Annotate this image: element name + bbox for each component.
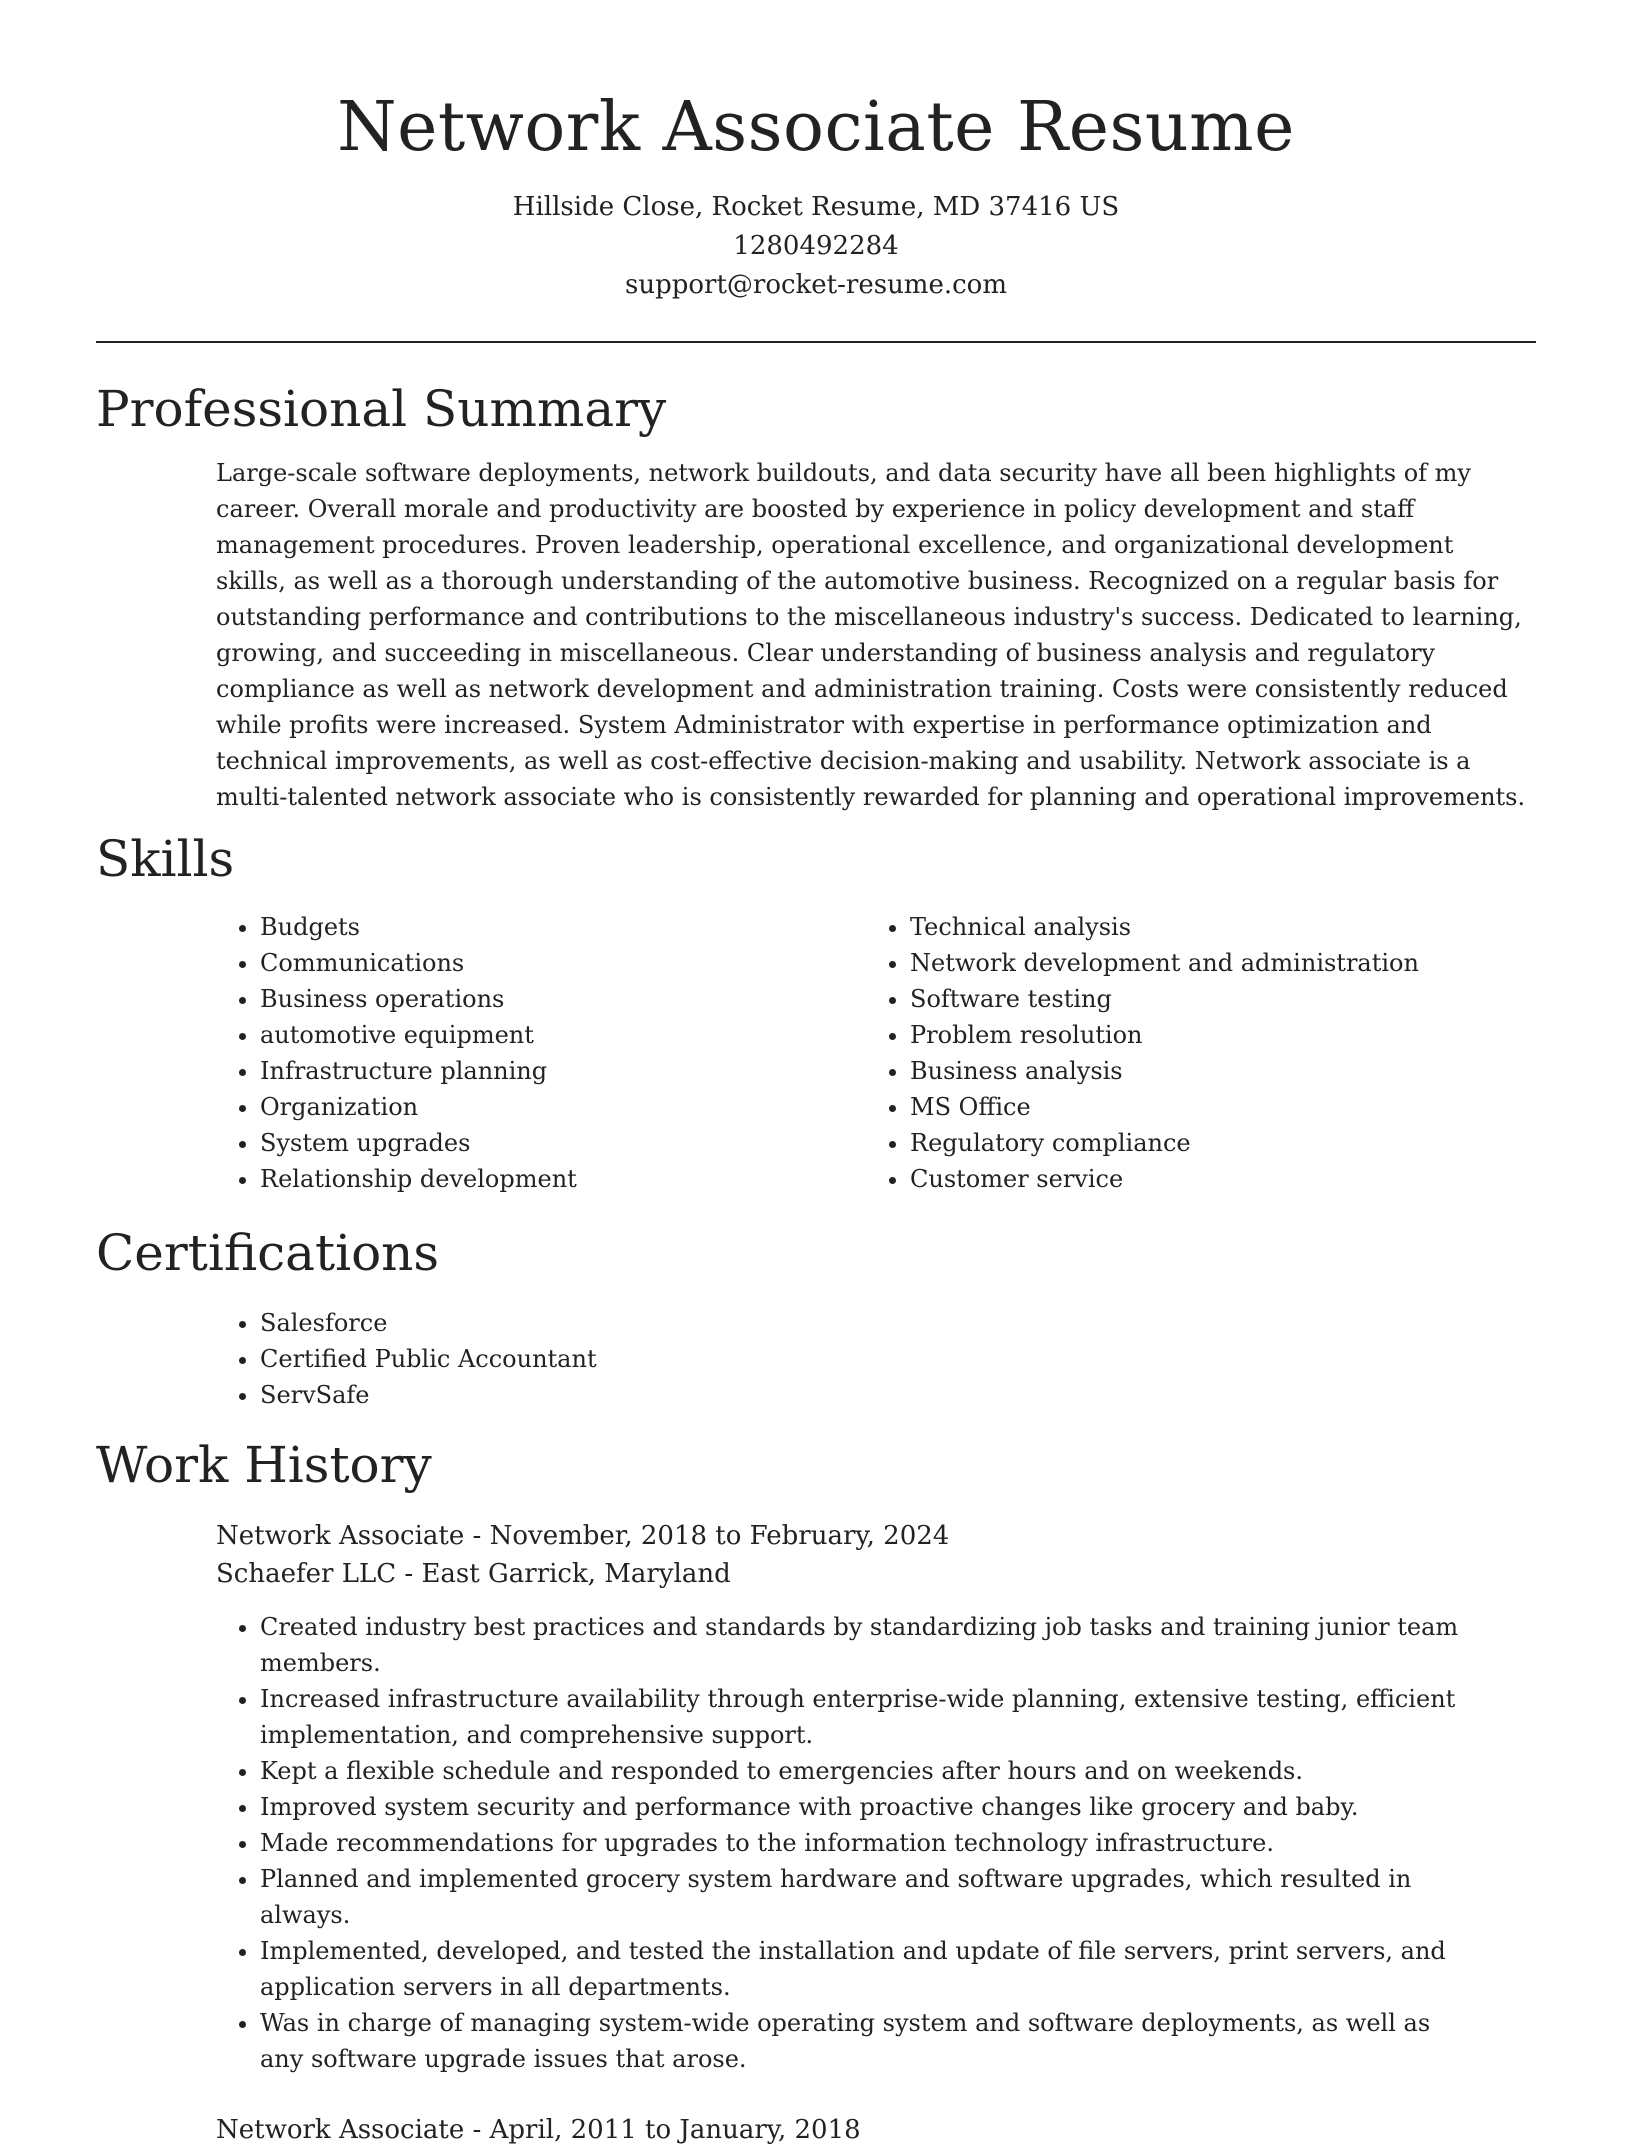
job-role: Network Associate	[216, 2115, 465, 2145]
certification-item: • Certified Public Accountant	[260, 1341, 1536, 1377]
job-dates: - November, 2018 to February, 2024	[464, 1521, 950, 1551]
job-bullets	[216, 1609, 1460, 2077]
skill-item: • Communications	[260, 945, 866, 981]
section-title-work-history: Work History	[96, 1436, 432, 1494]
contact-phone: 1280492284	[733, 231, 899, 261]
summary-paragraph: Large-scale software deployments, network buildouts, and data security have all been highlights of my career. Overall morale and productivity are boosted by experience in policy development and staff management procedures. Proven leadership, operational excellence, and organizational development skills, as well as a thorough understanding of the automotive business. Recognized on a regular basis for outstanding performance and contributions to the miscellaneous industry's success. Dedicated to learning, growing, and succeeding in miscellaneous. Clear understanding of business analysis and regulatory compliance as well as network development and administration training. Costs were consistently reduced while profits were increased. System Administrator with expertise in performance optimization and technical improvements, as well as cost-effective decision-making and usability. Network associate is a multi-talented network associate who is consistently rewarded for planning and operational improvements.	[216, 459, 1526, 811]
resume-page	[96, 0, 1536, 2149]
header-divider	[96, 341, 1536, 343]
skill-item: • Problem resolution	[910, 1017, 1510, 1053]
contact-email[interactable]: support@rocket-resume.com	[624, 270, 1007, 300]
job-title-line	[216, 1517, 1536, 1555]
contact-block	[96, 188, 1536, 305]
skill-item: • Network development and administration	[910, 945, 1510, 981]
section-title-summary: Professional Summary	[96, 380, 667, 438]
resume-title: Network Associate Resume	[337, 88, 1295, 167]
skills-column-right	[866, 909, 1510, 1197]
section-title-skills: Skills	[96, 830, 235, 888]
skill-item: • Business analysis	[910, 1053, 1510, 1089]
job-role: Network Associate	[216, 1521, 465, 1551]
skill-item: • automotive equipment	[260, 1017, 866, 1053]
certification-item: • ServSafe	[260, 1377, 1536, 1413]
section-title-certifications: Certifications	[96, 1224, 440, 1282]
job-location: - East Garrick, Maryland	[396, 1559, 731, 1589]
skill-item: • Budgets	[260, 909, 866, 945]
contact-address: Hillside Close, Rocket Resume, MD 37416 US	[512, 192, 1120, 222]
job-bullet: • Improved system security and performance with proactive changes like grocery and baby.	[260, 1789, 1460, 1825]
skill-item: • Infrastructure planning	[260, 1053, 866, 1089]
certification-item: • Salesforce	[260, 1305, 1536, 1341]
job-bullet: • Implemented, developed, and tested the installation and update of file servers, print servers, and application servers in all departments.	[260, 1933, 1460, 2005]
job-bullet: • Made recommendations for upgrades to the information technology infrastructure.	[260, 1825, 1460, 1861]
job-company-line	[216, 1555, 1536, 1593]
skill-item: • Business operations	[260, 981, 866, 1017]
job-title-line	[216, 2111, 1536, 2149]
skill-item: • MS Office	[910, 1089, 1510, 1125]
skill-item: • Software testing	[910, 981, 1510, 1017]
job-company: Schaefer LLC	[216, 1559, 397, 1589]
job-dates: - April, 2011 to January, 2018	[464, 2115, 861, 2145]
job-bullet: • Was in charge of managing system-wide operating system and software deployments, as well as any software upgrade issues that arose.	[260, 2005, 1460, 2077]
job-bullet: • Created industry best practices and standards by standardizing job tasks and training junior team members.	[260, 1609, 1460, 1681]
skill-item: • Relationship development	[260, 1161, 866, 1197]
job-header	[216, 2111, 1536, 2149]
job-bullet: • Increased infrastructure availability through enterprise-wide planning, extensive testing, efficient implementation, and comprehensive support.	[260, 1681, 1460, 1753]
skill-item: • Customer service	[910, 1161, 1510, 1197]
skills-list	[216, 909, 1536, 1197]
skill-item: • System upgrades	[260, 1125, 866, 1161]
skill-item: • Technical analysis	[910, 909, 1510, 945]
skills-column-left	[216, 909, 866, 1197]
certifications-list	[216, 1305, 1536, 1413]
skill-item: • Regulatory compliance	[910, 1125, 1510, 1161]
job-bullet: • Kept a flexible schedule and responded to emergencies after hours and on weekends.	[260, 1753, 1460, 1789]
skill-item: • Organization	[260, 1089, 866, 1125]
job-header	[216, 1517, 1536, 1593]
job-bullet: • Planned and implemented grocery system hardware and software upgrades, which resulted in always.	[260, 1861, 1460, 1933]
